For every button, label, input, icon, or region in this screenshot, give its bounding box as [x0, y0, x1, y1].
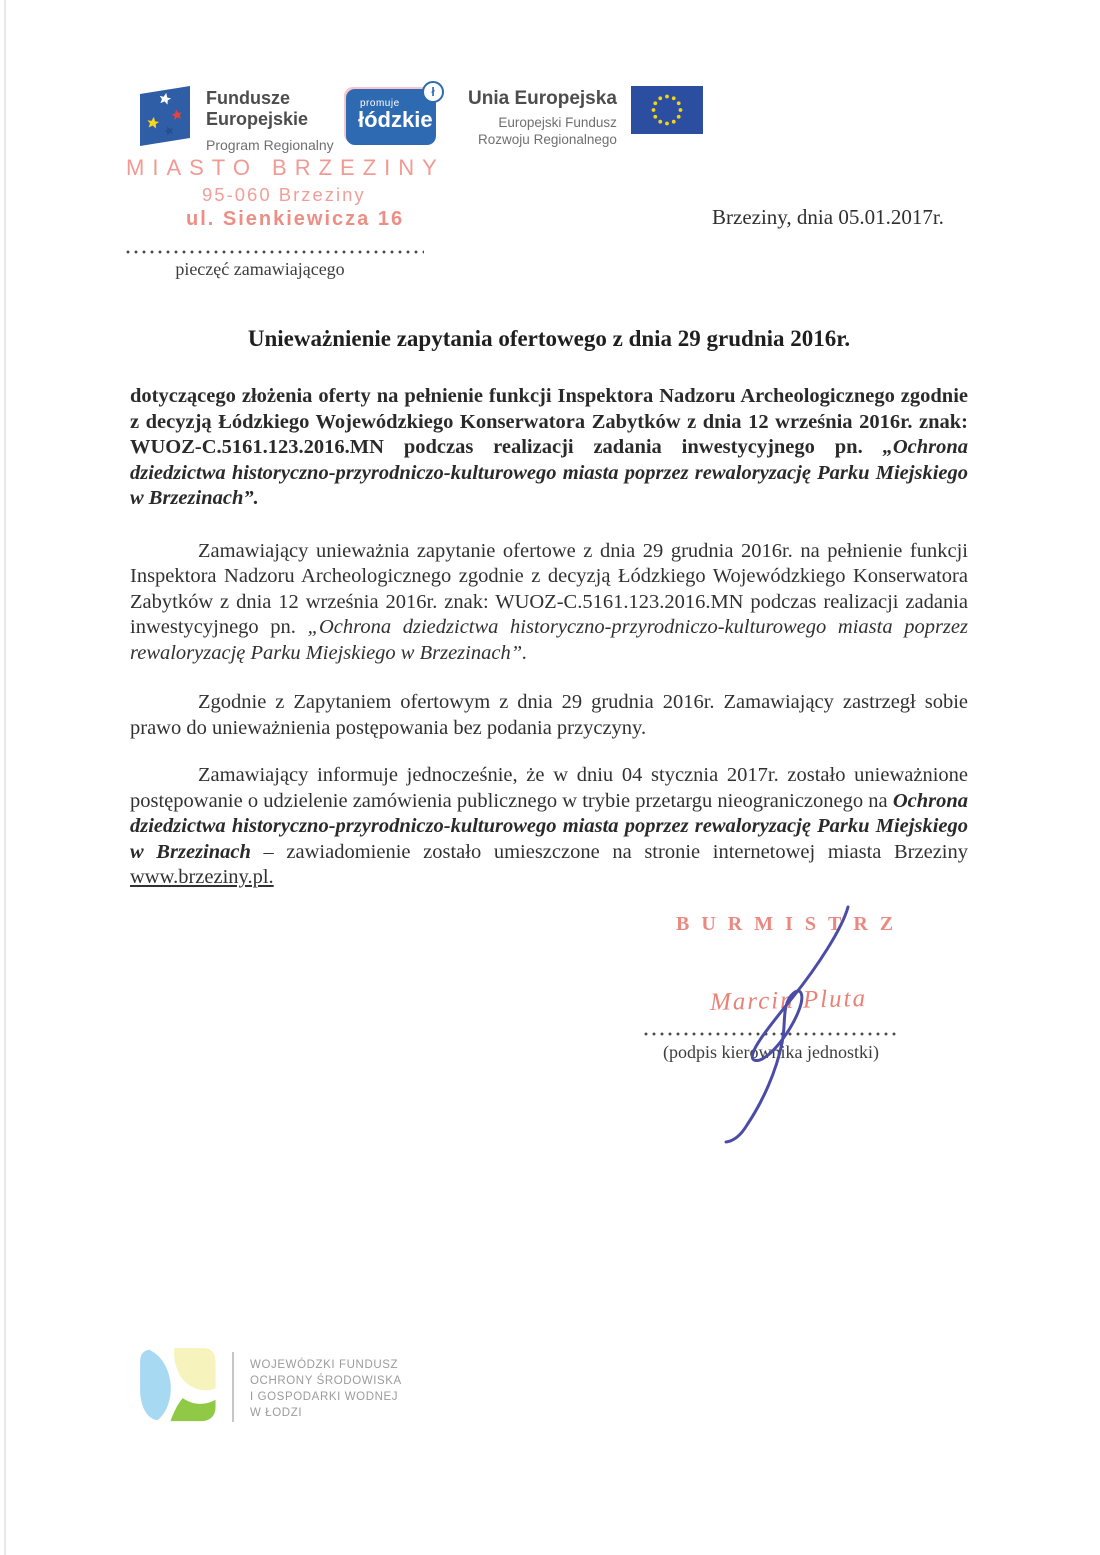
city-stamp-line3: ul. Sienkiewicza 16	[186, 208, 405, 230]
wfos-logo-icon	[136, 1346, 218, 1424]
eu-flag-icon	[631, 86, 703, 134]
text-run: Ochrona dziedzictwa historyczno-przyrodniczo-kulturowego miasta poprzez rewaloryzację Parku Miejskiego w Brzezinach	[130, 789, 968, 863]
fe-logo-subtitle: Program Regionalny	[206, 137, 334, 153]
logo-unia-europejska	[468, 86, 703, 148]
stamp-dotted-line	[124, 250, 424, 254]
eu-logo-subtitle: Europejski Fundusz Rozwoju Regionalnego	[478, 115, 617, 147]
fe-flag-icon	[138, 84, 192, 148]
lodzkie-logo-small-text: promuje	[360, 98, 400, 109]
paragraph-1	[130, 384, 968, 512]
footer-divider	[232, 1352, 234, 1422]
text-run: www.brzeziny.pl.	[130, 866, 274, 888]
lodzkie-logo-big-text: łódzkie	[358, 107, 433, 132]
city-stamp-line2: 95-060 Brzeziny	[202, 184, 366, 205]
stamp-caption: pieczęć zamawiającego	[175, 259, 345, 279]
paragraph-4	[130, 763, 968, 891]
paragraph-3	[130, 690, 968, 741]
footer-organization-name: WOJEWÓDZKI FUNDUSZ OCHRONY ŚRODOWISKA I GOSPODARKI WODNEJ W ŁODZI	[250, 1359, 402, 1419]
signature-caption: (podpis kierownika jednostki)	[663, 1042, 879, 1062]
date-line: Brzeziny, dnia 05.01.2017r.	[712, 205, 944, 229]
text-run: dotyczącego złożenia oferty na pełnienie funkcji Inspektora Nadzoru Archeologicznego zgodnie z decyzją Łódzkiego Wojewódzkiego Konserwatora Zabytków z dnia 12 września 2016r. znak: WUOZ-C.5161.123.2016.MN podczas realizacji zadania inwestycyjnego pn.	[130, 385, 968, 458]
document-body	[130, 384, 968, 891]
city-stamp-line1: MIASTO BRZEZINY	[126, 155, 445, 180]
paragraph-2	[130, 539, 968, 667]
text-run: Zamawiający informuje jednocześnie, że w dniu 04 stycznia 2017r. zostało unieważnione postępowanie o udzielenie zamówienia publicznego w trybie przetargu nieograniczonego na	[130, 764, 968, 812]
fe-logo-title: Fundusze Europejskie	[206, 88, 309, 129]
document-title: Unieważnienie zapytania ofertowego z dnia 29 grudnia 2016r.	[247, 326, 851, 351]
lodzkie-badge-icon: ł	[422, 81, 444, 103]
text-run: „Ochrona dziedzictwa historyczno-przyrodniczo-kulturowego miasta poprzez rewaloryzację Parku Miejskiego w Brzezinach”.	[130, 616, 968, 664]
mayor-name-stamp: Marcin Pluta	[709, 984, 868, 1017]
eu-logo-title: Unia Europejska	[468, 88, 617, 109]
logo-fundusze-europejskie	[138, 84, 334, 153]
text-run: Zamawiający unieważnia zapytanie ofertowe z dnia 29 grudnia 2016r. na pełnienie funkcji Inspektora Nadzoru Archeologicznego zgodnie z decyzją Łódzkiego Wojewódzkiego Konserwatora Zabytków z dnia 12 września 2016r. znak: WUOZ-C.5161.123.2016.MN podczas realizacji zadania inwestycyjnego pn.	[130, 539, 968, 638]
logo-promuje-lodzkie	[346, 85, 436, 145]
scan-edge-artifact	[4, 0, 6, 1555]
signature-dotted-line	[642, 1032, 900, 1036]
text-run: – zawiadomienie zostało umieszczone na stronie internetowej miasta Brzeziny	[250, 840, 968, 863]
mayor-title-stamp: BURMISTRZ	[676, 913, 906, 935]
text-run: Zgodnie z Zapytaniem ofertowym z dnia 29 grudnia 2016r. Zamawiający zastrzegł sobie prawo do unieważnienia postępowania bez podania przyczyny.	[130, 691, 968, 739]
text-run: „Ochrona dziedzictwa historyczno-przyrodniczo-kulturowego miasta poprzez rewaloryzację Parku Miejskiego w Brzezinach”.	[130, 436, 968, 509]
